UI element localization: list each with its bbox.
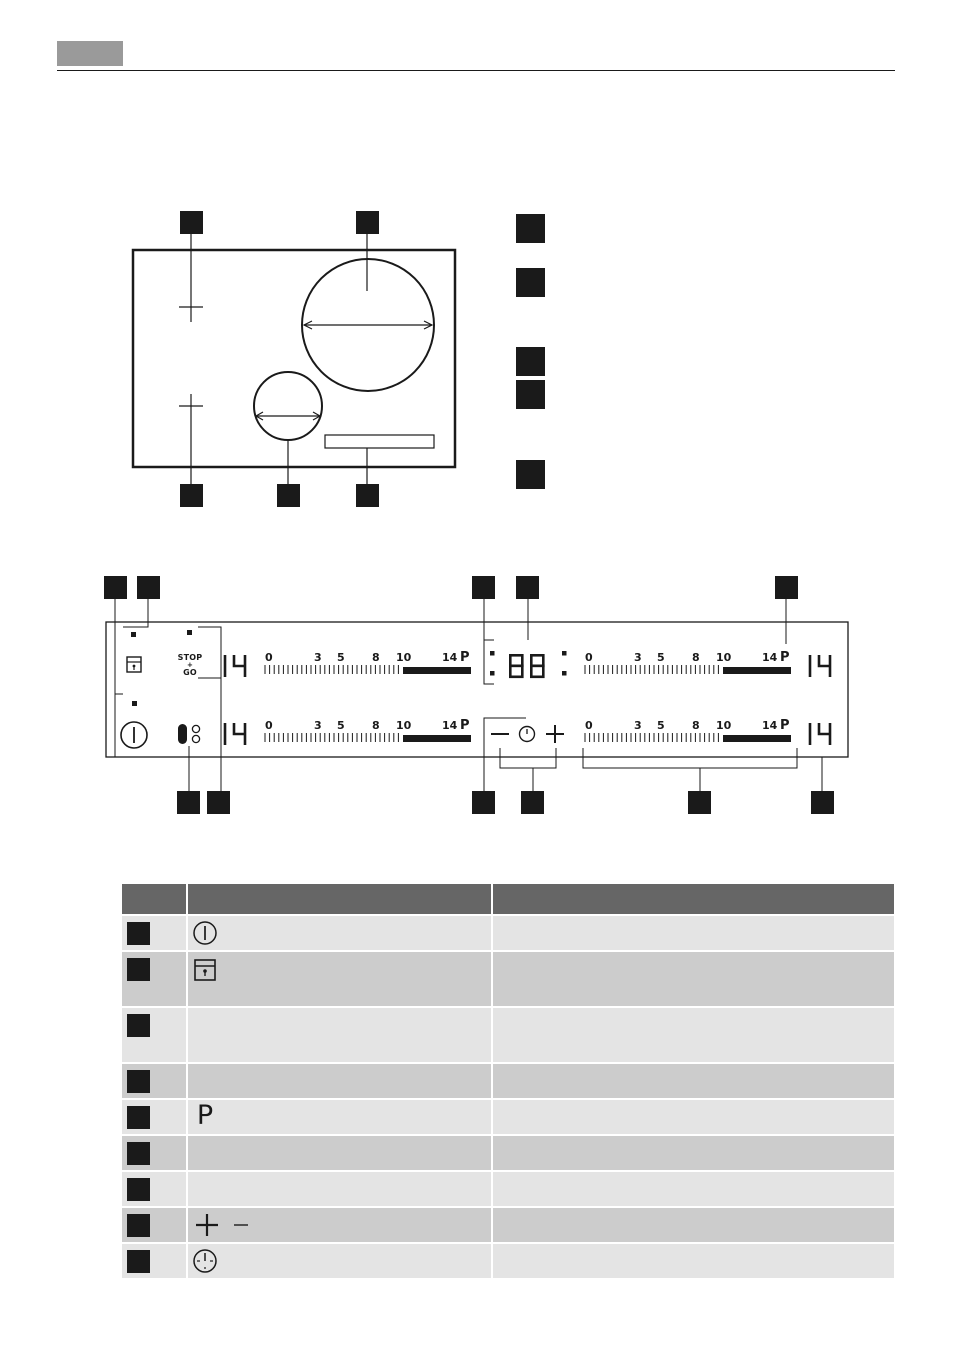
timer-icon: [191, 1247, 221, 1277]
slider-scale-label: 5: [337, 651, 345, 664]
table-row: [122, 1064, 894, 1098]
slider-scale-label: 8: [692, 651, 700, 664]
slider-bar: [403, 667, 471, 674]
slider-scale-label: 10: [396, 651, 412, 664]
table-row: [122, 1100, 894, 1134]
table-header-cell: [122, 884, 188, 914]
slider-scale-label: 5: [337, 719, 345, 732]
slider-scale-label: 10: [396, 719, 412, 732]
slider-scale-label: 0: [265, 719, 273, 732]
table-header-cell: [493, 884, 894, 914]
slider-scale-label: 14: [762, 651, 778, 664]
go-label: GO: [183, 668, 197, 677]
table-row: [122, 952, 894, 1006]
lock-icon: [192, 957, 222, 987]
table-header-row: [122, 884, 894, 914]
slider-scale-label: 3: [634, 719, 642, 732]
stop-go-key[interactable]: [176, 654, 204, 677]
table-row: [122, 1008, 894, 1062]
row-marker: [127, 1106, 150, 1129]
slider-bar: [403, 735, 471, 742]
slider-scale-label: 0: [585, 719, 593, 732]
slider-scale-label: 3: [314, 719, 322, 732]
row-marker: [127, 1014, 150, 1037]
table-header-cell: [188, 884, 493, 914]
slider-bar: [723, 667, 791, 674]
slider-scale-label: 3: [314, 651, 322, 664]
slider-scale-label: P: [460, 650, 470, 665]
stop-label: STOP: [177, 653, 203, 662]
table-row: [122, 1208, 894, 1242]
symbols-table: [122, 882, 894, 1280]
row-marker: [127, 1070, 150, 1093]
slider-scale-label: P: [780, 718, 790, 733]
slider-scale-label: 5: [657, 719, 665, 732]
plus-label: +: [186, 661, 194, 669]
row-marker: [127, 958, 150, 981]
slider-scale-label: 0: [265, 651, 273, 664]
row-marker: [127, 1178, 150, 1201]
on-off-icon: [191, 919, 221, 949]
table-row: [122, 1172, 894, 1206]
slider-scale-label: 14: [762, 719, 778, 732]
plus-minus-icon: [192, 1210, 272, 1240]
slider-scale-label: 3: [634, 651, 642, 664]
row-marker: [127, 1250, 150, 1273]
row-marker: [127, 922, 150, 945]
power-boost-symbol: P: [196, 1100, 214, 1131]
slider-scale-label: 8: [372, 719, 380, 732]
table-row: [122, 1244, 894, 1278]
power-sliders: [265, 650, 791, 742]
slider-scale-label: 10: [716, 719, 732, 732]
row-marker: [127, 1142, 150, 1165]
slider-scale-label: 14: [442, 719, 458, 732]
table-row: [122, 916, 894, 950]
slider-scale-label: P: [780, 650, 790, 665]
slider-scale-label: 14: [442, 651, 458, 664]
table-row: [122, 1136, 894, 1170]
slider-scale-label: 8: [692, 719, 700, 732]
row-marker: [127, 1214, 150, 1237]
slider-bar: [723, 735, 791, 742]
slider-scale-label: 5: [657, 651, 665, 664]
slider-scale-label: 8: [372, 651, 380, 664]
slider-scale-label: P: [460, 718, 470, 733]
slider-scale-label: 0: [585, 651, 593, 664]
slider-scale-label: 10: [716, 651, 732, 664]
